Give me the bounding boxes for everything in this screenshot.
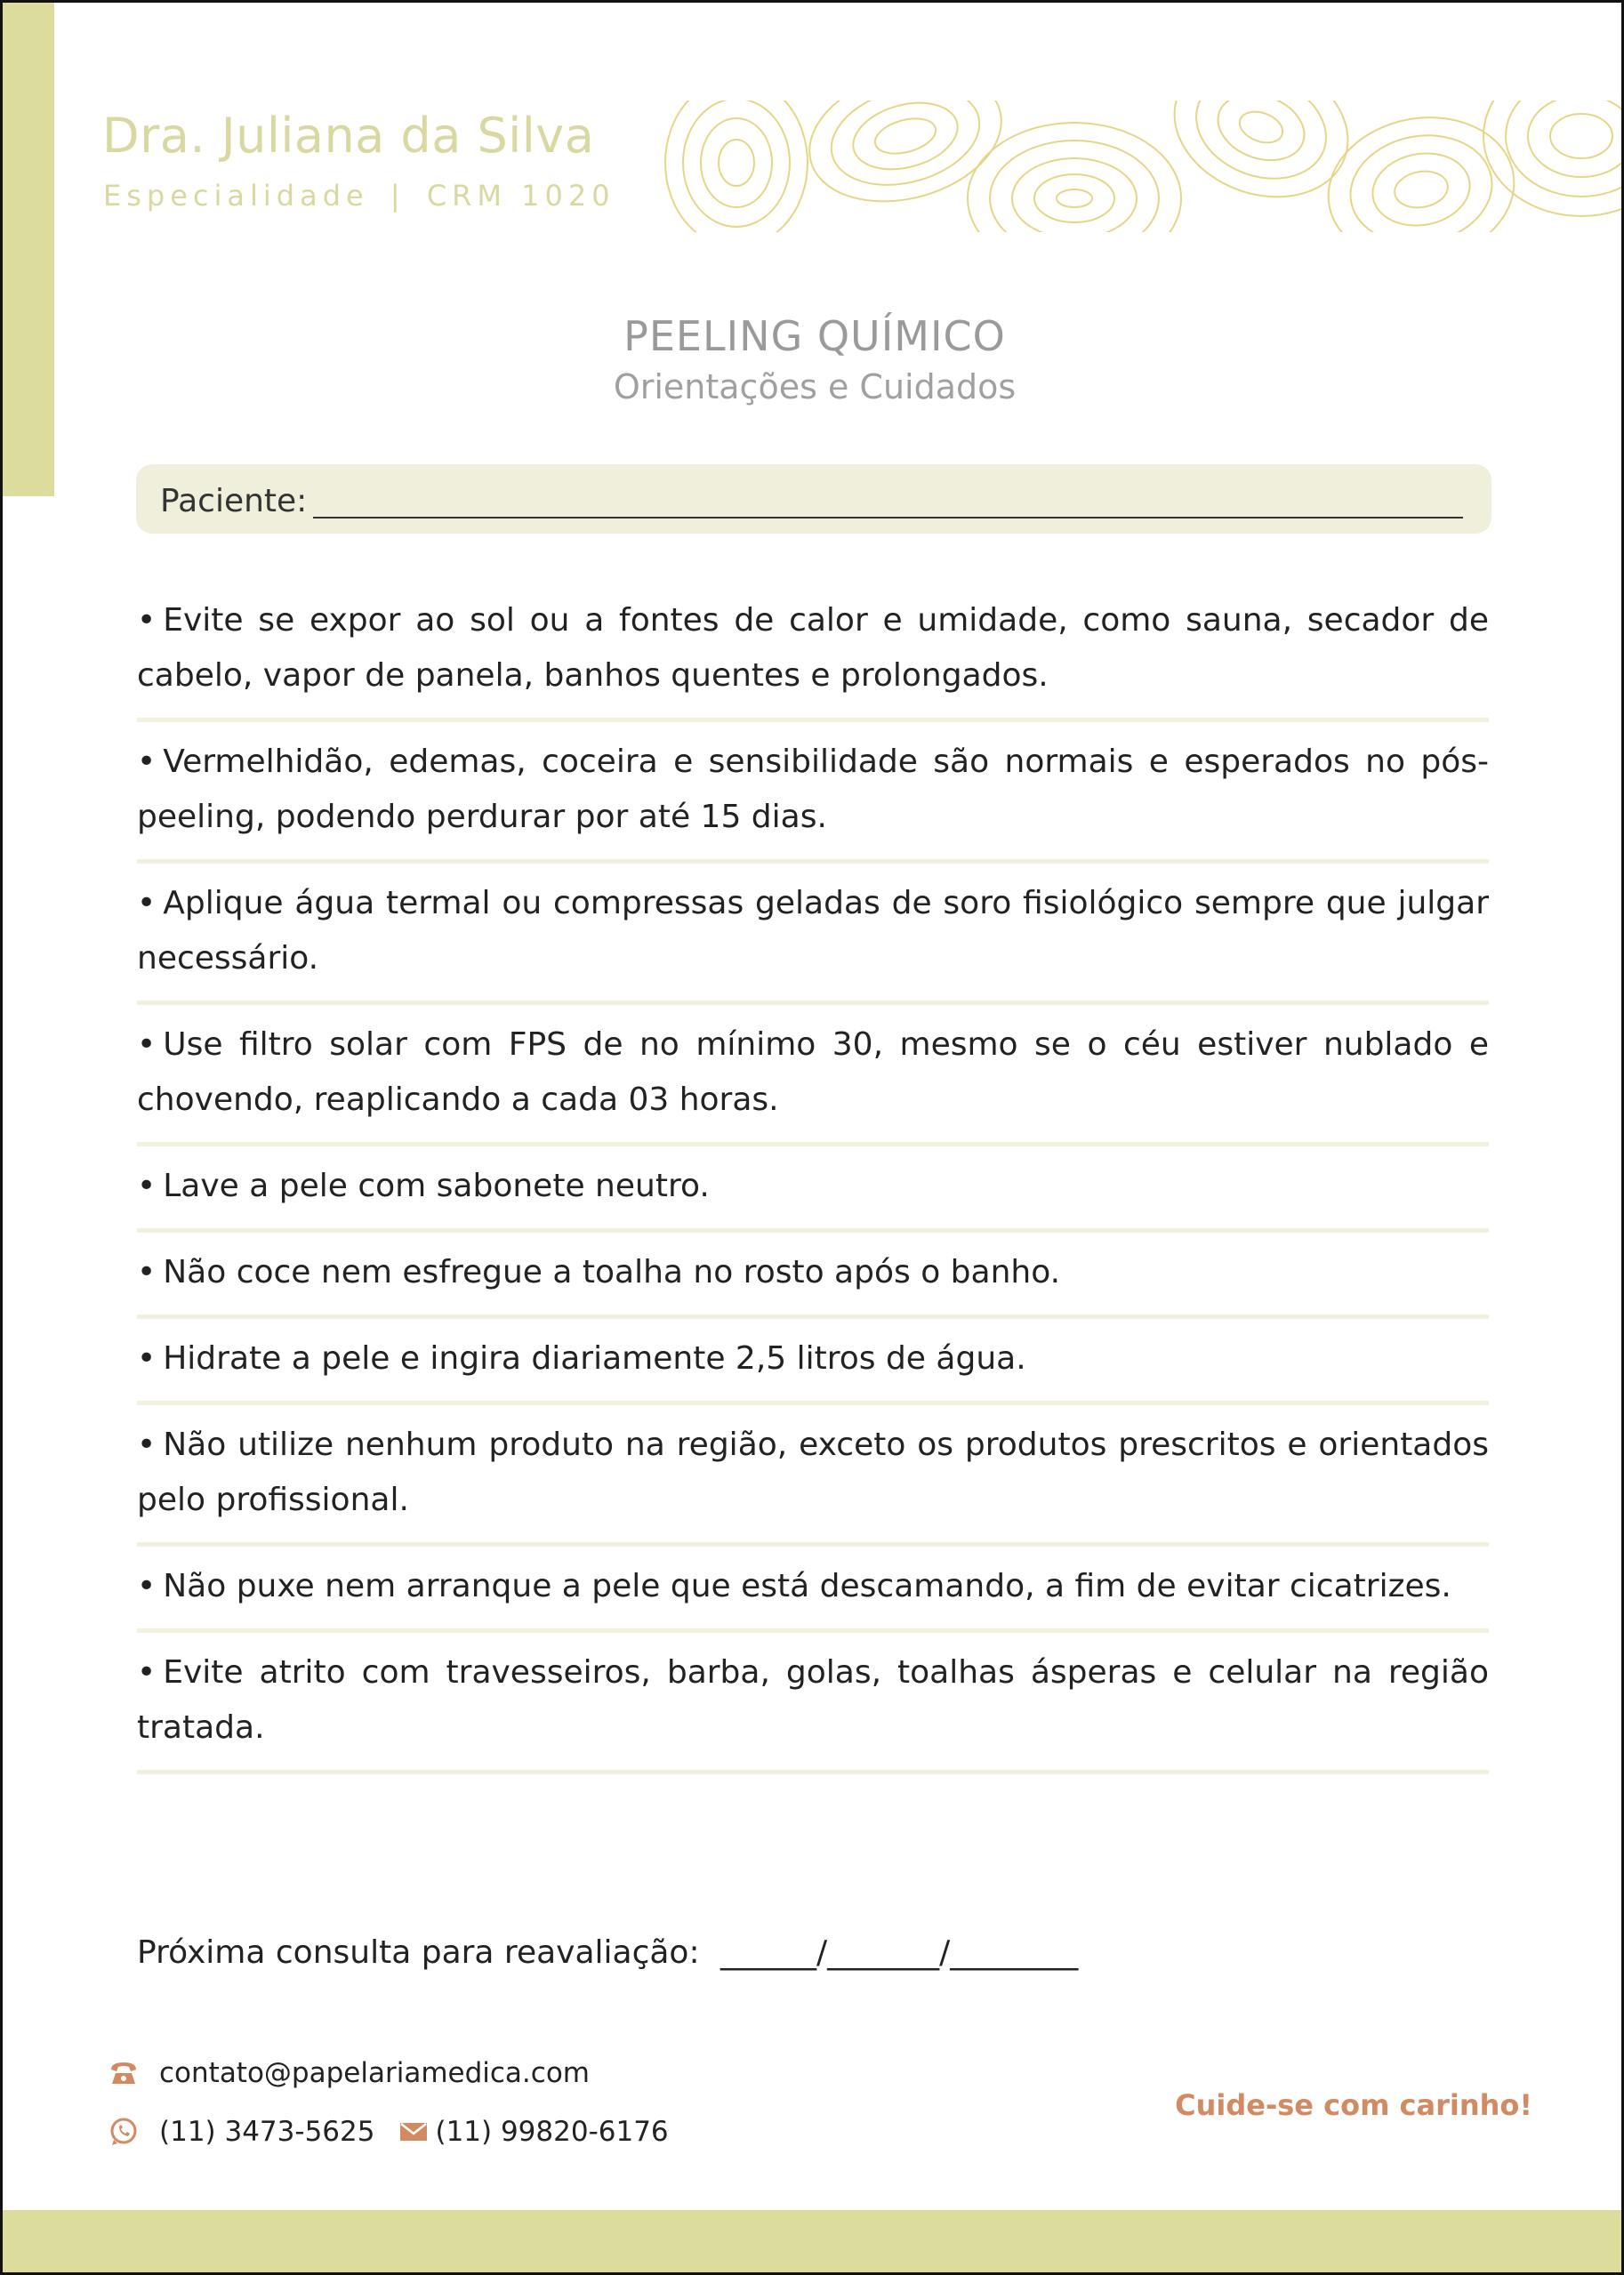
list-item-text: Não coce nem esfregue a toalha no rosto após o banho. — [163, 1254, 1061, 1290]
doctor-name: Dra. Juliana da Silva — [102, 108, 595, 164]
side-accent-bar — [3, 3, 54, 496]
bullet: • — [137, 1568, 157, 1604]
list-item — [137, 1005, 1489, 1146]
whatsapp-icon — [108, 2116, 140, 2148]
mail-icon — [399, 2120, 428, 2143]
slogan: Cuide-se com carinho! — [1175, 2088, 1532, 2122]
contact-email[interactable]: contato@papelariamedica.com — [159, 2057, 590, 2089]
list-item-text: Use filtro solar com FPS de no mínimo 30, mesmo se o céu estiver nublado e chovendo, reaplicando a cada 03 horas. — [137, 1026, 1489, 1118]
list-item-text: Não utilize nenhum produto na região, exceto os produtos prescritos e orientados pelo profissional. — [137, 1427, 1489, 1518]
bullet: • — [137, 1026, 157, 1063]
bullet: • — [137, 1254, 157, 1290]
bullet: • — [137, 1427, 157, 1463]
gold-contour-pattern — [656, 100, 1621, 232]
credential-separator: | — [390, 179, 406, 213]
next-visit-label: Próxima consulta para reavaliação: — [137, 1934, 700, 1971]
next-visit-date-blank[interactable]: ______/_______/________ — [720, 1934, 1079, 1971]
bullet: • — [137, 1654, 157, 1691]
list-item — [137, 1547, 1489, 1633]
bullet: • — [137, 602, 157, 639]
list-item-text: Lave a pele com sabonete neutro. — [163, 1168, 710, 1204]
bullet: • — [137, 744, 157, 780]
list-item-text: Hidrate a pele e ingira diariamente 2,5 litros de água. — [163, 1340, 1026, 1377]
list-item-text: Vermelhidão, edemas, coceira e sensibilidade são normais e esperados no pós-peeling, podendo perdurar por até 15 dias. — [137, 744, 1489, 835]
list-item — [137, 722, 1489, 864]
patient-name-line[interactable] — [313, 517, 1463, 519]
document-title: PEELING QUÍMICO — [623, 312, 1006, 360]
patient-label: Paciente: — [160, 483, 308, 519]
crm-number: CRM 1020 — [426, 179, 615, 213]
contact-email-row — [108, 2057, 590, 2089]
patient-field-box — [136, 464, 1491, 534]
contact-phone[interactable]: (11) 99820-6176 — [435, 2116, 669, 2148]
list-item — [137, 1633, 1489, 1774]
list-item-text: Aplique água termal ou compressas geladas de soro fisiológico sempre que julgar necessário. — [137, 885, 1489, 977]
list-item-text: Evite se expor ao sol ou a fontes de calor e umidade, como sauna, secador de cabelo, vapor de panela, banhos quentes e prolongados. — [137, 602, 1489, 694]
specialty-label: Especialidade — [103, 179, 369, 213]
list-item-text: Evite atrito com travesseiros, barba, golas, toalhas ásperas e celular na região tratada. — [137, 1654, 1489, 1746]
list-item — [137, 864, 1489, 1005]
doctor-credentials — [103, 179, 615, 213]
contact-phone-row — [108, 2116, 669, 2148]
guidelines-list — [137, 581, 1489, 1774]
list-item — [137, 581, 1489, 722]
list-item — [137, 1146, 1489, 1233]
list-item-text: Não puxe nem arranque a pele que está descamando, a fim de evitar cicatrizes. — [163, 1568, 1451, 1604]
bullet: • — [137, 1340, 157, 1377]
bottom-accent-bar — [3, 2210, 1621, 2272]
phone-icon — [108, 2057, 140, 2089]
bullet: • — [137, 885, 157, 921]
list-item — [137, 1233, 1489, 1319]
list-item — [137, 1405, 1489, 1547]
bullet: • — [137, 1168, 157, 1204]
document-subtitle: Orientações e Cuidados — [613, 367, 1017, 406]
next-visit — [137, 1934, 1078, 1971]
list-item — [137, 1319, 1489, 1405]
contact-whatsapp[interactable]: (11) 3473-5625 — [159, 2116, 375, 2148]
